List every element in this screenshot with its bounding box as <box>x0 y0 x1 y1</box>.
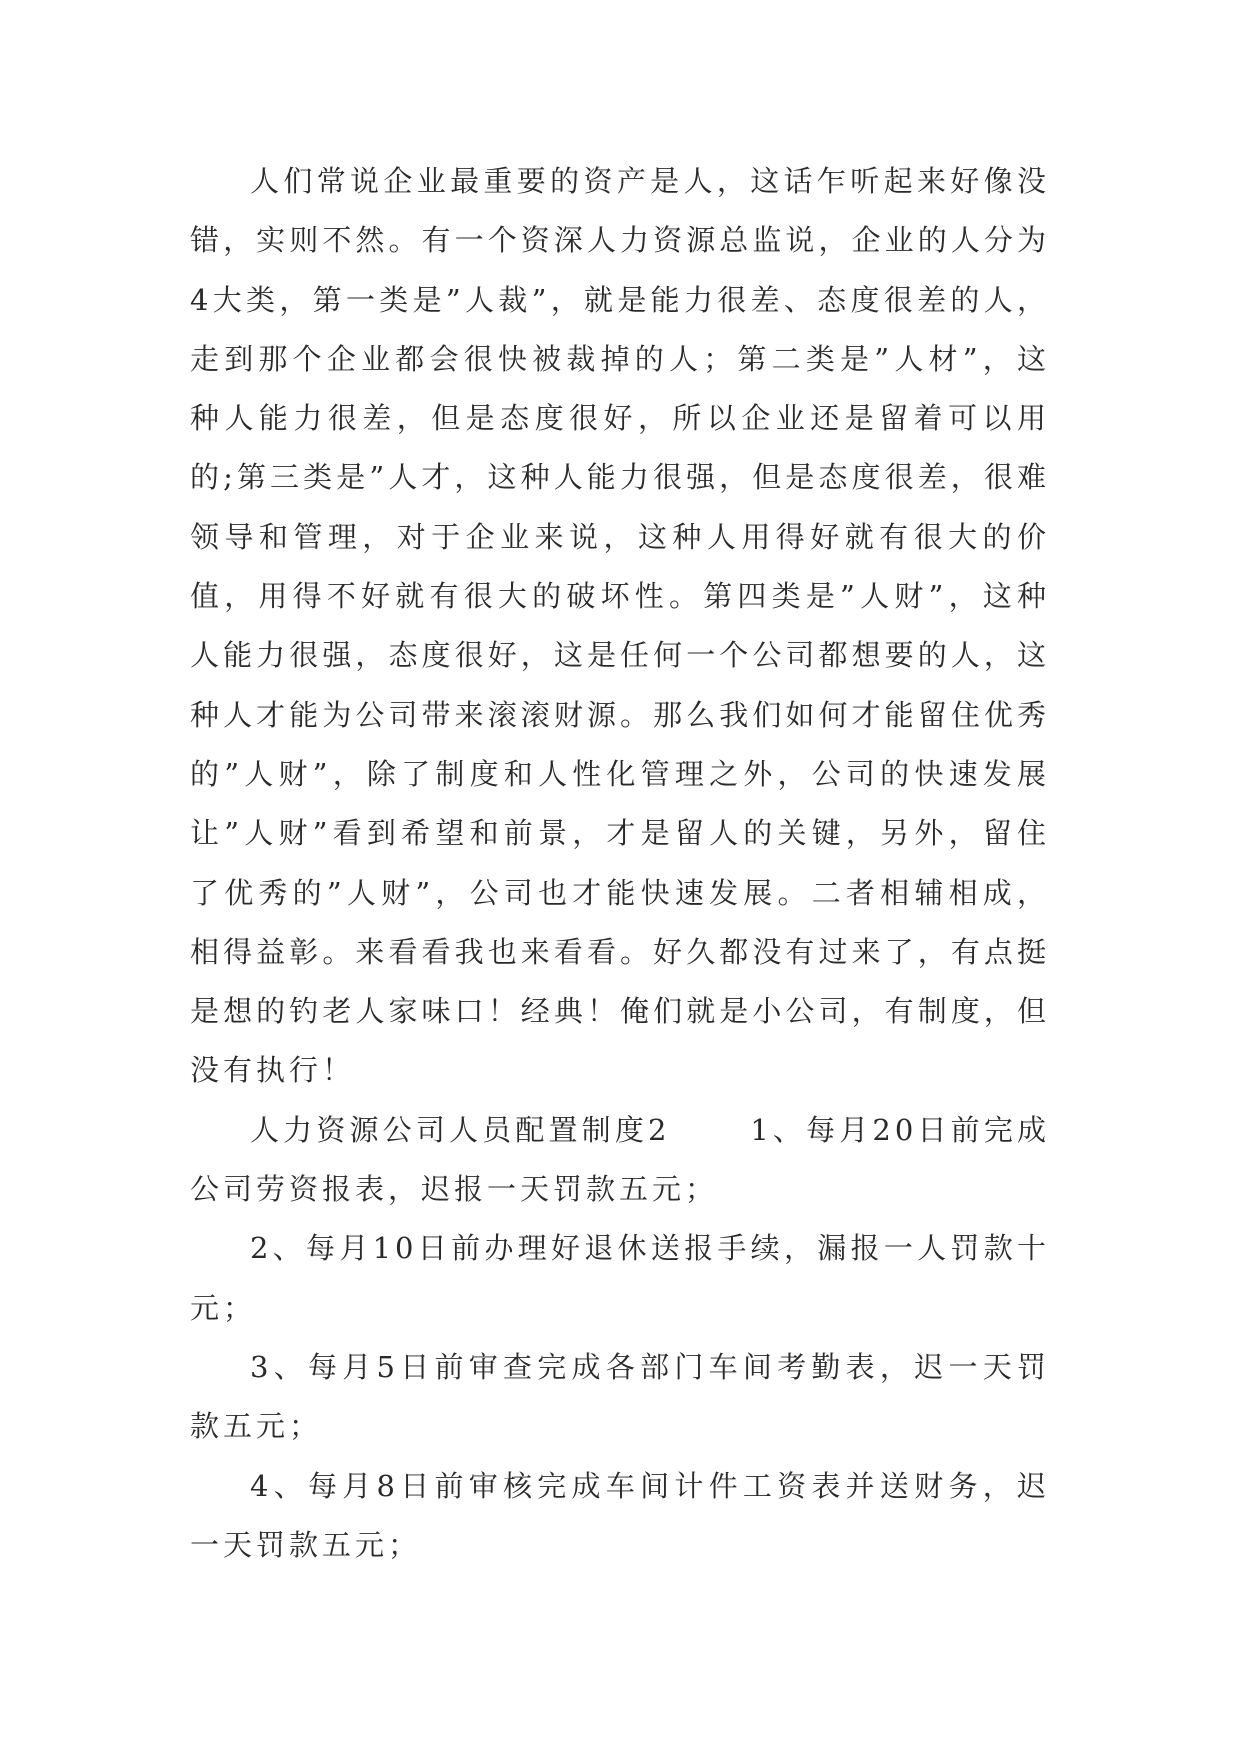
document-body <box>190 152 1050 1575</box>
paragraph-rule-1 <box>190 1101 1050 1220</box>
paragraph-rule-2 <box>190 1219 1050 1338</box>
paragraph-rule-3-text: 3、每月5日前审查完成各部门车间考勤表，迟一天罚款五元； <box>190 1349 1050 1444</box>
paragraph-rule-4-text: 4、每月8日前审核完成车间计件工资表并送财务，迟一天罚款五元； <box>190 1468 1050 1562</box>
paragraph-rule-3 <box>190 1338 1050 1457</box>
paragraph-rule-1-text: 人力资源公司人员配置制度2 1、每月20日前完成公司劳资报表，迟报一天罚款五元； <box>190 1112 1050 1207</box>
paragraph-intro-text: 人们常说企业最重要的资产是人，这话乍听起来好像没错，实则不然。有一个资深人力资源总监说，企业的人分为4大类，第一类是”人裁”，就是能力很差、态度很差的人，走到那个企业都会很快被裁掉的人；第二类是”人材”，这种人能力很差，但是态度很好，所以企业还是留着可以用的;第三类是”人才，这种人能力很强，但是态度很差，很难领导和管理，对于企业来说，这种人用得好就有很大的价值，用得不好就有很大的破坏性。第四类是”人财”，这种人能力很强，态度很好，这是任何一个公司都想要的人，这种人才能为公司带来滚滚财源。那么我们如何才能留住优秀的”人财”，除了制度和人性化管理之外，公司的快速发展让”人财”看到希望和前景，才是留人的关键，另外，留住了优秀的”人财”，公司也才能快速发展。二者相辅相成，相得益彰。来看看我也来看看。好久都没有过来了，有点挺是想的钓老人家味口！经典！俺们就是小公司，有制度，但没有执行！ <box>190 164 1050 1088</box>
paragraph-rule-4 <box>190 1457 1050 1576</box>
paragraph-rule-2-text: 2、每月10日前办理好退休送报手续，漏报一人罚款十元； <box>190 1231 1050 1325</box>
paragraph-intro <box>190 152 1050 1101</box>
